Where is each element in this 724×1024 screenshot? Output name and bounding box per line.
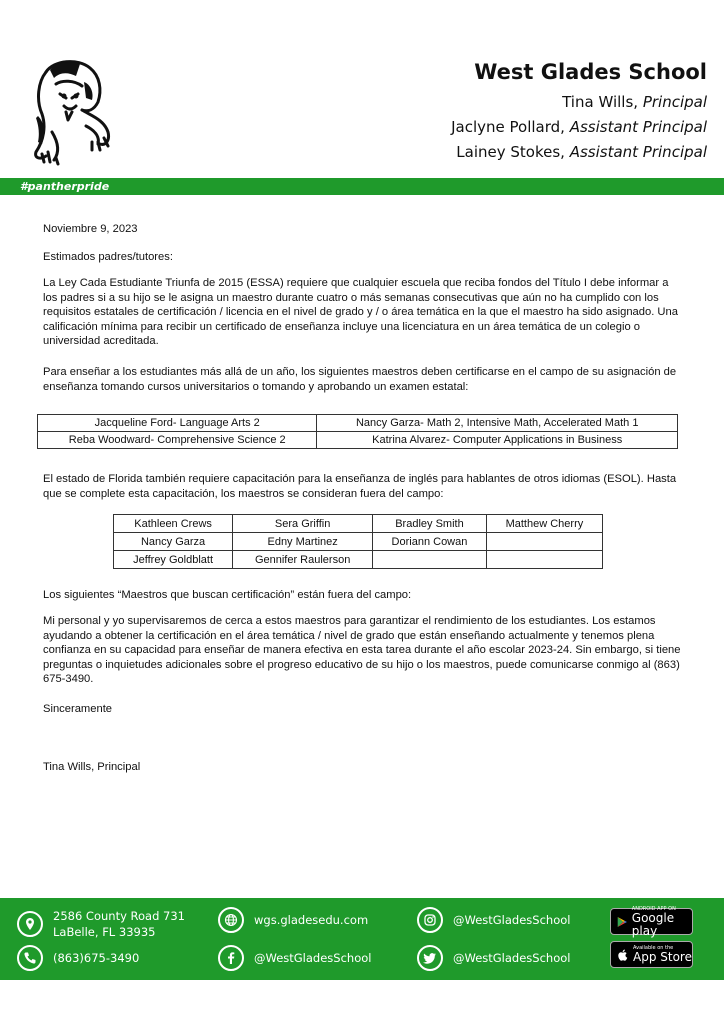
table-cell: Sera Griffin: [233, 515, 373, 533]
address-line: 2586 County Road 731: [53, 909, 185, 923]
hashtag-banner: [0, 178, 724, 195]
staff-name: Jaclyne Pollard,: [451, 118, 570, 136]
globe-icon: [218, 907, 244, 933]
hashtag: #pantherpride: [20, 180, 110, 193]
table-cell: Edny Martinez: [233, 533, 373, 551]
table-row: [114, 515, 603, 533]
twitter-icon: [417, 945, 443, 971]
table-cell: Reba Woodward- Comprehensive Science 2: [38, 432, 317, 449]
letter-paragraph: Los siguientes “Maestros que buscan certificación” están fuera del campo:: [43, 589, 412, 601]
table-cell: [486, 551, 602, 569]
facebook: [218, 945, 371, 971]
table-cell: [486, 533, 602, 551]
badge-caption: Available on the: [633, 945, 674, 951]
table-cell: Nancy Garza: [114, 533, 233, 551]
letter-date: Noviembre 9, 2023: [43, 223, 138, 235]
certification-table: [37, 414, 678, 449]
table-cell: Kathleen Crews: [114, 515, 233, 533]
location-icon: [17, 911, 43, 937]
letter-paragraph: La Ley Cada Estudiante Triunfa de 2015 (ESSA) requiere que cualquier escuela que reciba fondos del Título I debe informar a los padres si a su hijo se le asigna un maestro durante cuatro o más semanas consecutivas que aún no ha cumplido con los requisitos estatales de certificación / licencia en el nivel de grado y / o área temática en la que el maestro ha sido asignado. Una calificación mínima para recibir un certificado de enseñanza incluye una licenciatura en un área temática de un colegio o universidad acreditada.: [43, 277, 678, 347]
app-store-badge[interactable]: [610, 941, 693, 968]
badge-caption: ANDROID APP ON: [631, 905, 676, 912]
staff-assistant-principal: [451, 115, 707, 140]
letter-salutation: Estimados padres/tutores:: [43, 251, 173, 263]
badge-title: App Store: [633, 950, 692, 964]
phone-number[interactable]: (863)675-3490: [53, 951, 140, 965]
staff-name: Lainey Stokes,: [456, 143, 570, 161]
staff-principal: [451, 90, 707, 115]
twitter: [417, 945, 570, 971]
table-cell: Jeffrey Goldblatt: [114, 551, 233, 569]
website: [218, 907, 368, 933]
instagram: [417, 907, 570, 933]
instagram-handle[interactable]: @WestGladesSchool: [453, 913, 571, 927]
letter-paragraph: Para enseñar a los estudiantes más allá de un año, los siguientes maestros deben certificarse en el campo de su asignación de enseñanza tomando cursos universitarios o tomando y aprobando un examen estatal:: [43, 366, 677, 393]
staff-role: Principal: [642, 93, 707, 111]
table-row: [38, 415, 678, 432]
address: [17, 908, 185, 940]
table-cell: Katrina Alvarez- Computer Applications in Business: [317, 432, 678, 449]
table-cell: Matthew Cherry: [486, 515, 602, 533]
badge-title: Google play: [631, 910, 675, 938]
school-name: West Glades School: [474, 60, 707, 84]
address-line: LaBelle, FL 33935: [53, 925, 156, 939]
table-cell: [373, 551, 487, 569]
twitter-handle[interactable]: @WestGladesSchool: [453, 951, 571, 965]
staff-assistant-principal: [451, 140, 707, 165]
instagram-icon: [417, 907, 443, 933]
phone-icon: [17, 945, 43, 971]
table-row: [114, 533, 603, 551]
staff-role: Assistant Principal: [569, 143, 707, 161]
facebook-handle[interactable]: @WestGladesSchool: [254, 951, 372, 965]
contact-footer: [0, 898, 724, 980]
table-cell: Gennifer Raulerson: [233, 551, 373, 569]
table-row: [38, 432, 678, 449]
letter-paragraph: Mi personal y yo supervisaremos de cerca a estos maestros para garantizar el rendimiento de los estudiantes. Los estamos ayudando a obtener la certificación en el área temática / nivel de grado que están enseñando actualmente y tenemos plena confianza en su capacidad para enseñar de manera efectiva en esta tarea durante el año escolar 2023-24. Sin embargo, si tiene preguntas o inquietudes adicionales sobre el progreso educativo de su hijo o los maestros, puede comunicarse conmigo al (863) 675-3490.: [43, 615, 681, 685]
apple-icon: [616, 948, 629, 962]
esol-table: [113, 514, 603, 569]
letter-paragraph: El estado de Florida también requiere capacitación para la enseñanza de inglés para hablantes de otros idiomas (ESOL). Hasta que se complete esta capacitación, los maestros se consideran fuera del campo:: [43, 473, 677, 500]
letter-signature: Tina Wills, Principal: [43, 761, 141, 773]
staff-name: Tina Wills,: [562, 93, 643, 111]
staff-role: Assistant Principal: [569, 118, 707, 136]
table-row: [114, 551, 603, 569]
google-play-badge[interactable]: [610, 905, 693, 938]
table-cell: Doriann Cowan: [373, 533, 487, 551]
letterhead: [451, 58, 707, 165]
panther-logo: [26, 54, 114, 166]
table-cell: Nancy Garza- Math 2, Intensive Math, Accelerated Math 1: [317, 415, 678, 432]
phone: [17, 945, 139, 971]
table-cell: Bradley Smith: [373, 515, 487, 533]
website-link[interactable]: wgs.gladesedu.com: [254, 913, 369, 927]
google-play-icon: [616, 915, 628, 929]
facebook-icon: [218, 945, 244, 971]
letter-closing: Sinceramente: [43, 703, 113, 715]
table-cell: Jacqueline Ford- Language Arts 2: [38, 415, 317, 432]
